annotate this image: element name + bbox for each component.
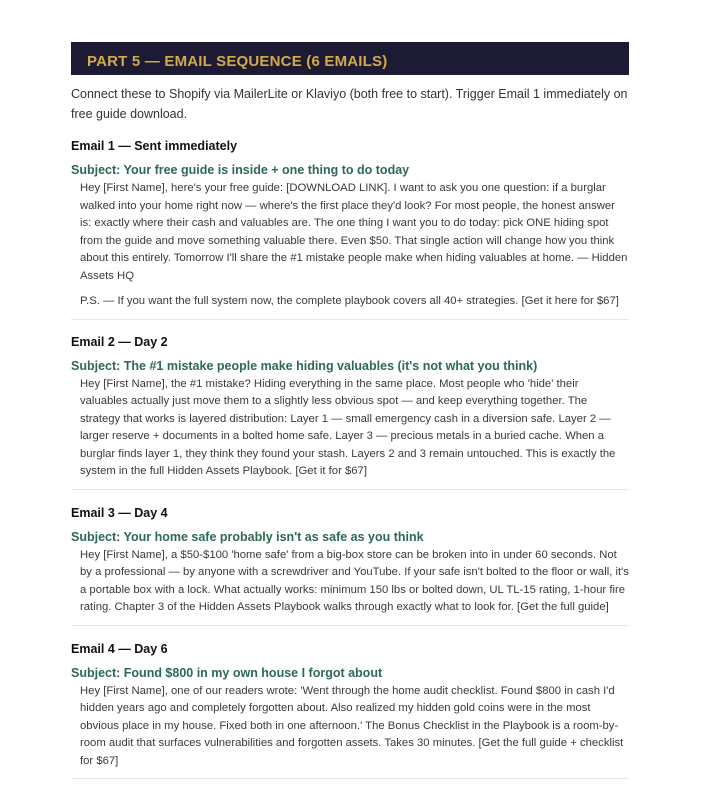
section-title: PART 5 — EMAIL SEQUENCE (6 EMAILS) — [87, 53, 388, 70]
email-sequence-section — [71, 42, 629, 779]
section-intro: Connect these to Shopify via MailerLite or Klaviyo (both free to start). Trigger Email 1 immediately on free guide download. — [71, 87, 628, 121]
email-heading: Email 1 — Sent immediately — [71, 139, 238, 153]
email-block-3 — [71, 504, 629, 626]
email-body: Hey [First Name], here's your free guide: [DOWNLOAD LINK]. I want to ask you one question: if a burglar walked into your home right now — where's the first place they'd look? For most people, the honest answer is: exactly where their cash and valuables are. The one thing I want you to do today: pick ONE hiding spot from the guide and move something valuable there. Even $50. That single action will change how you think about this entirely. Tomorrow I'll share the #1 mistake people make when hiding valuables at home. — Hidden Assets HQ — [80, 182, 628, 282]
email-block-1 — [71, 137, 629, 320]
email-heading: Email 3 — Day 4 — [71, 505, 168, 520]
email-body: Hey [First Name], a $50-$100 'home safe' from a big-box store can be broken into in under 60 seconds. Not by a professional — by anyone with a screwdriver and YouTube. If your safe isn't bolted to the floor or wall, it's a portable box with a lock. What actually works: minimum 150 lbs or bolted down, UL TL-15 rating, 1-hour fire rating. Chapter 3 of the Hidden Assets Playbook walks through exactly what to look for. [Get the full guide] — [80, 548, 629, 613]
email-subject: Subject: Found $800 in my own house I forgot about — [71, 665, 383, 680]
email-block-4 — [71, 640, 629, 780]
section-banner — [71, 42, 629, 75]
email-ps: P.S. — If you want the full system now, the complete playbook covers all 40+ strategies. [Get it here for $67] — [80, 295, 619, 307]
email-subject: Subject: Your free guide is inside + one thing to do today — [71, 163, 410, 177]
email-heading: Email 2 — Day 2 — [71, 334, 168, 349]
email-heading: Email 4 — Day 6 — [71, 641, 168, 656]
email-subject: Subject: The #1 mistake people make hiding valuables (it's not what you think) — [71, 358, 538, 373]
email-subject: Subject: Your home safe probably isn't as safe as you think — [71, 529, 424, 544]
email-body: Hey [First Name], the #1 mistake? Hiding everything in the same place. Most people who 'hide' their valuables actually just move them to a slightly less obvious spot — and keep everything together. The strategy that works is layered distribution: Layer 1 — small emergency cash in a diversion safe. Layer 2 — larger reserve + documents in a bolted home safe. Layer 3 — precious metals in a buried cache. When a burglar finds layer 1, they think they found your stash. Layers 2 and 3 remain untouched. This is exactly the system in the full Hidden Assets Playbook. [Get it for $67] — [80, 377, 616, 477]
email-block-2 — [71, 333, 629, 490]
email-body: Hey [First Name], one of our readers wrote: 'Went through the home audit checklist. Found $800 in cash I'd hidden years ago and completely forgotten about. Also realized my hidden gold coins were in the most obvious place in my house. Fixed both in one afternoon.' The Bonus Checklist in the Playbook is a room-by-room audit that surfaces vulnerabilities and forgotten assets. Takes 30 minutes. [Get the full guide + checklist for $67] — [80, 684, 624, 767]
